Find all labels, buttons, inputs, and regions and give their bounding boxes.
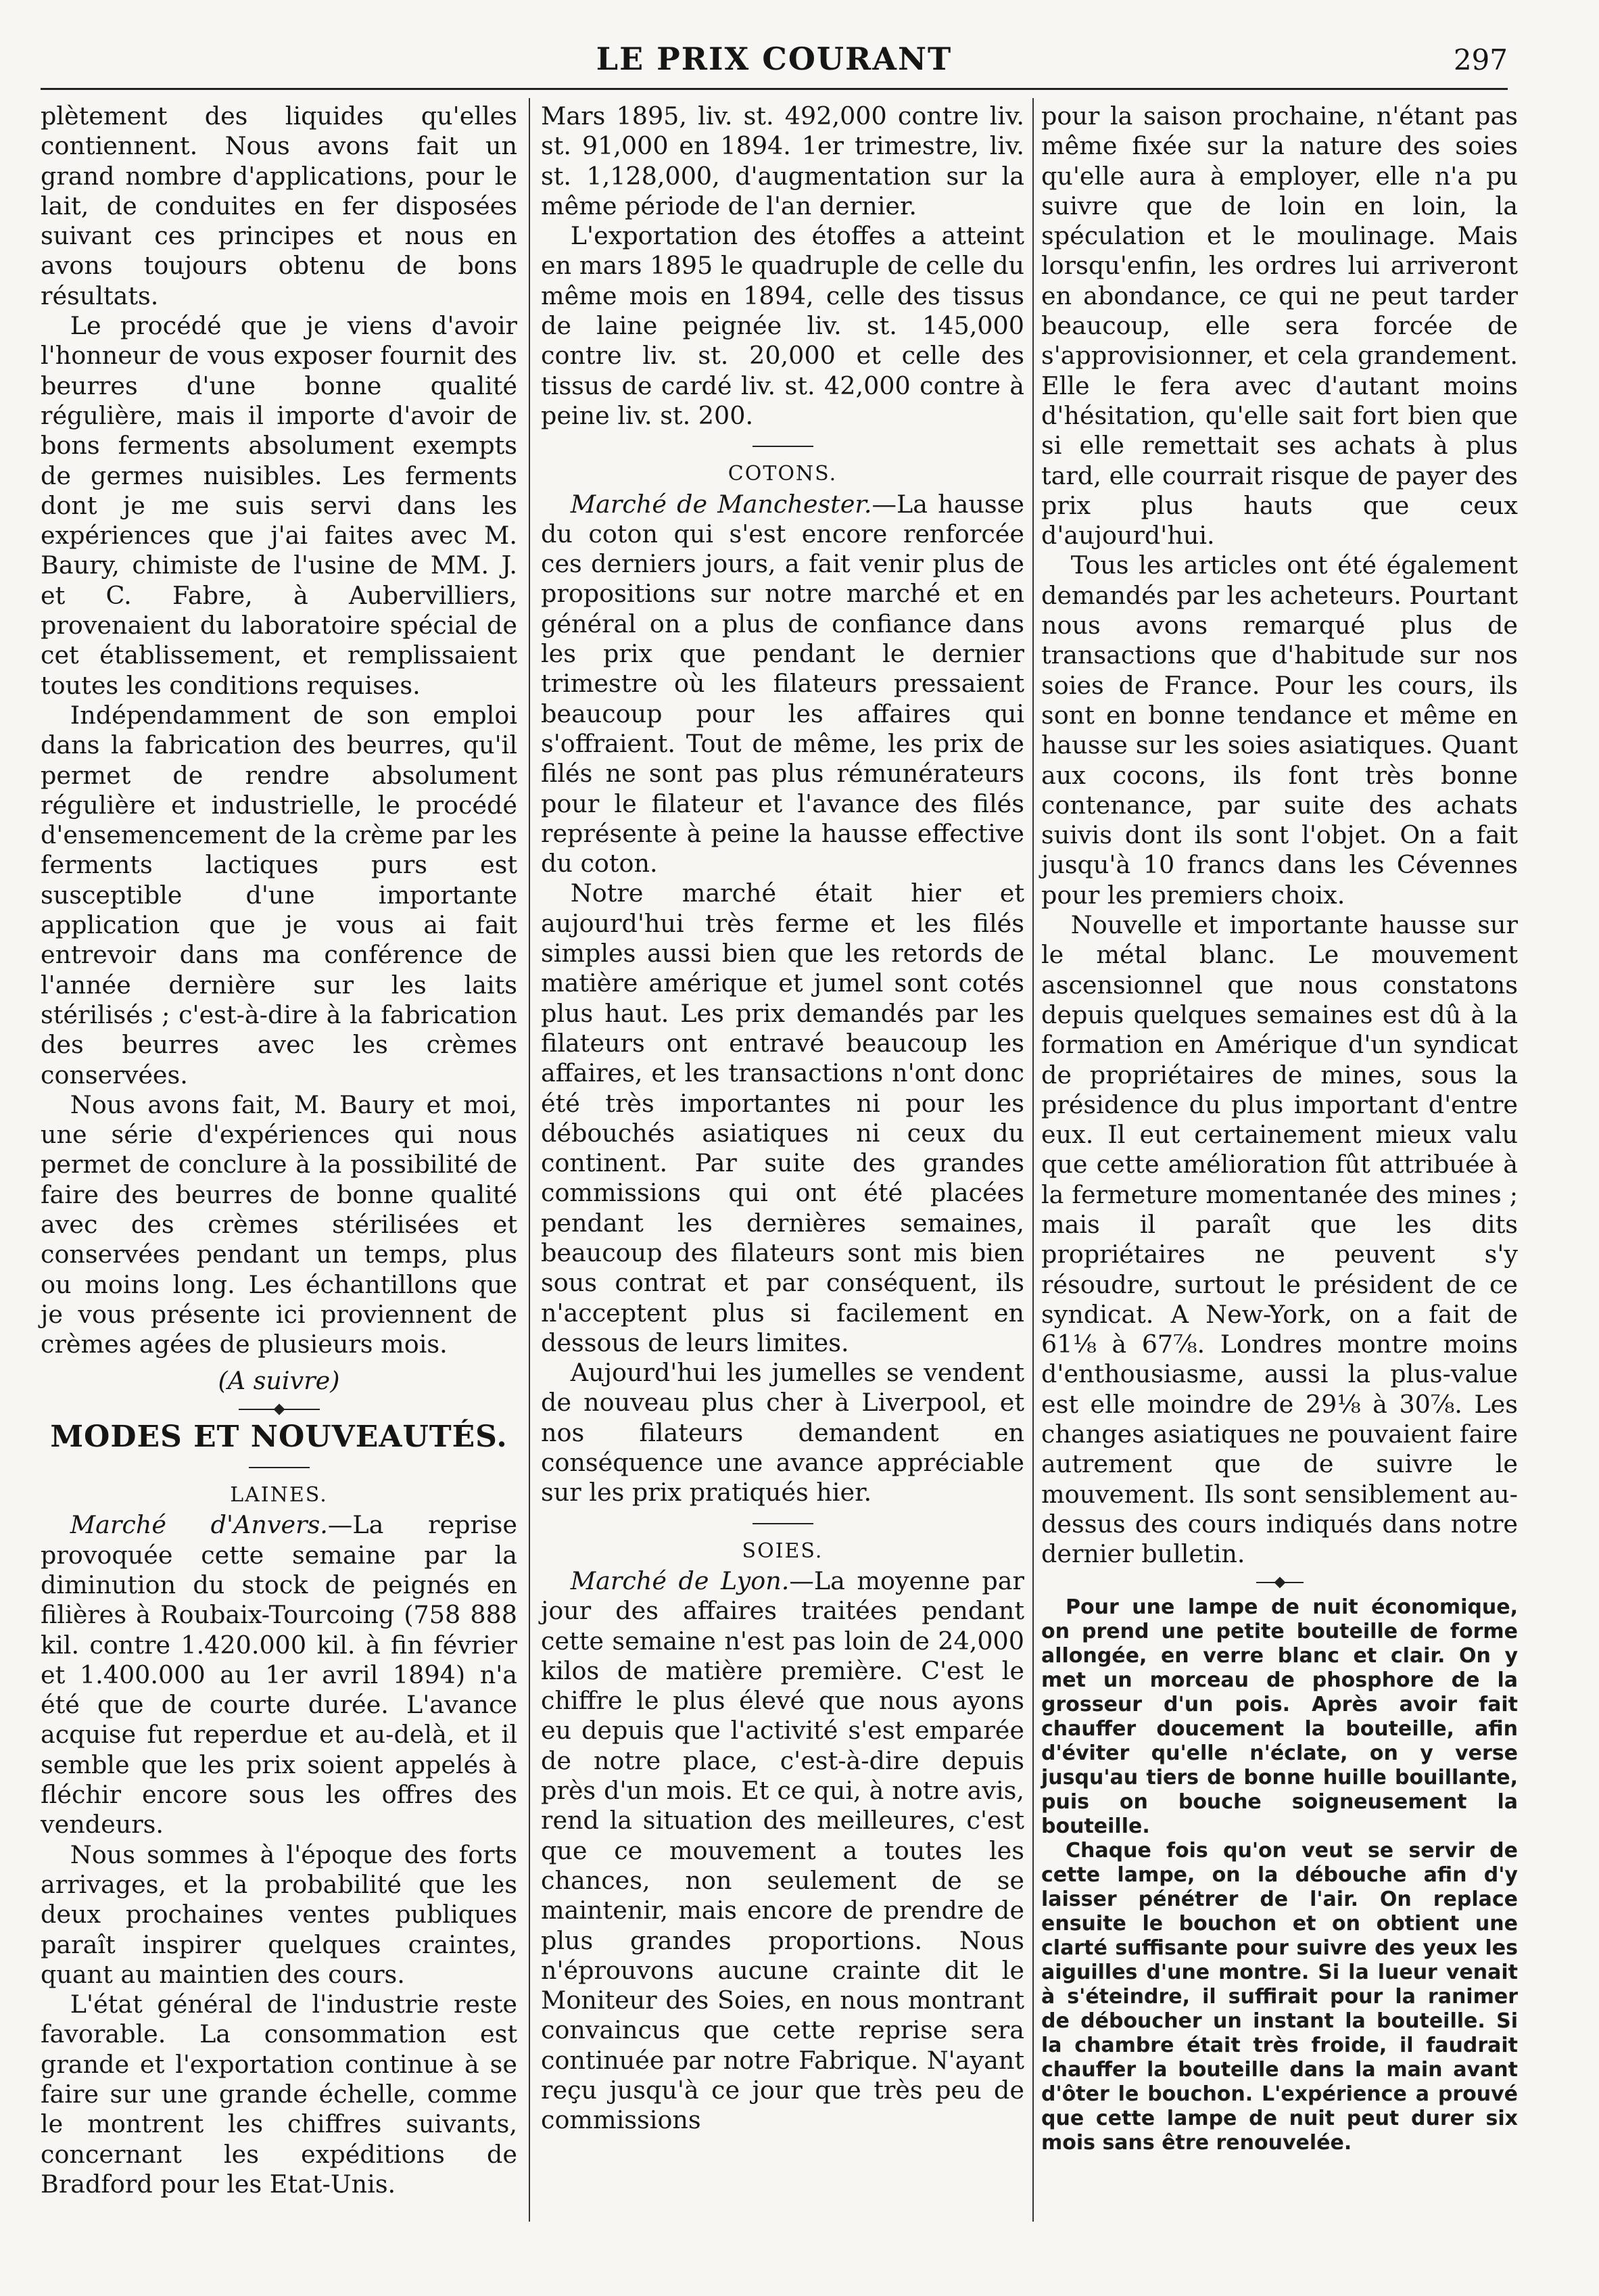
separator xyxy=(249,1467,310,1468)
paragraph: Notre marché était hier et aujourd'hui très ferme et les filés simples aussi bien que les retords de matière amérique et jumel sont cotés plus haut. Les prix demandés par les filateurs ont entravé beaucoup les affaires, et les transactions n'ont donc été très importantes ni pour les débouchés asiatiques ni ceux du continent. Par suite des grandes commissions qui ont été placées pendant les dernières semaines, beaucoup des filateurs sont mis bien sous contrat et par conséquent, ils n'acceptent plus si facilement en dessous de leurs limites. xyxy=(541,878,1024,1357)
column-3 xyxy=(1041,101,1518,2155)
market-lead: Marché de Manchester. xyxy=(570,489,872,519)
paragraph: Nouvelle et importante hausse sur le métal blanc. Le mouvement ascensionnel que nous constatons depuis quelques semaines est dû à la formation en Amérique d'un syndicat de propriétaires de mines, sous la présidence du plus important d'entre eux. Il eut certainement mieux valu que cette amélioration fût attribuée à la fermeture momentanée des mines ; mais il paraît que les dits propriétaires ne peuvent s'y résoudre, surtout le président de ce syndicat. A New-York, on a fait de 61⅛ à 67⅞. Londres montre moins d'enthousiasme, aussi la plus-value est elle moindre de 29⅛ à 30⅞. Les changes asiatiques ne pouvaient faire autrement que de suivre le mouvement. Ils sont sensiblement au-dessus des cours indiqués dans notre dernier bulletin. xyxy=(1041,910,1518,1569)
subsection-title: SOIES. xyxy=(742,1539,824,1563)
page-number: 297 xyxy=(1453,43,1508,76)
lamp-note xyxy=(1041,1595,1518,2155)
paragraph: Tous les articles ont été également demandés par les acheteurs. Pourtant nous avons remarqué plus de transactions que d'habitude sur nos soies de France. Pour les cours, ils sont en bonne tendance et même en hausse sur les soies asiatiques. Quant aux cocons, ils font très bonne contenance, par suite des achats suivis dont ils sont l'objet. On a fait jusqu'à 10 francs dans les Cévennes pour les premiers choix. xyxy=(1041,550,1519,910)
paragraph-text: —La reprise provoquée cette semaine par la diminution du stock de peignés en filières à Roubaix-Tourcoing (758 888 kil. contre 1.420.000 kil. à fin février et 1.400.000 au 1er avril 1894) n'a été que de courte durée. L'avance acquise fut reperdue et au-delà, et il semble que les prix soient appelés à fléchir encore sous les offres des vendeurs. xyxy=(41,1510,517,1840)
separator xyxy=(1256,1582,1304,1583)
market-lead: Marché d'Anvers. xyxy=(70,1510,328,1540)
paragraph-text: —La hausse du coton qui s'est encore renforcée ces derniers jours, a fait venir plus de propositions sur notre marché et en général on a plus de confiance dans les prix que pendant le dernier trimestre où les filateurs pressaient beaucoup pour les affaires qui s'offraient. Tout de même, les prix de filés ne sont pas plus rémunérateurs pour le filateur et l'avance des filés représente à peine la hausse effective du coton. xyxy=(541,489,1024,878)
paragraph: plètement des liquides qu'elles contiennent. Nous avons fait un grand nombre d'applications, pour le lait, de conduites en fer disposées suivant ces principes et nous en avons toujours obtenu de bons résultats. xyxy=(41,101,517,310)
separator xyxy=(753,446,813,447)
page-header xyxy=(41,27,1508,90)
page-title: LE PRIX COURANT xyxy=(596,41,953,77)
paragraph-text: —La moyenne par jour des affaires traitées pendant cette semaine n'est pas loin de 24,000 kilos de matière première. C'est le chiffre le plus élevé que nous ayons eu depuis que l'activité s'est emparée de notre place, c'est-à-dire depuis près d'un mois. Et ce qui, à notre avis, rend la situation des meilleures, c'est que ce mouvement a toutes les chances, non seulement de se maintenir, mais encore de prendre de plus grandes proportions. Nous n'éprouvons aucune crainte dit le Moniteur des Soies, en nous montrant convaincus que cette reprise sera continuée par notre Fabrique. N'ayant reçu jusqu'à ce jour que très peu de commissions xyxy=(541,1566,1025,2135)
subsection-title: COTONS. xyxy=(727,462,838,486)
paragraph: L'exportation des étoffes a atteint en mars 1895 le quadruple de celle du même mois en 1894, celle des tissus de laine peignée liv. st. 145,000 contre liv. st. 20,000 et celle des tissus de cardé liv. st. 42,000 contre à peine liv. st. 200. xyxy=(541,221,1024,430)
separator xyxy=(239,1409,320,1410)
paragraph: Nous sommes à l'époque des forts arrivages, et la probabilité que les deux prochaines ventes publiques paraît inspirer quelques craintes, quant au maintien des cours. xyxy=(41,1840,517,1989)
paragraph: Le procédé que je viens d'avoir l'honneur de vous exposer fournit des beurres d'une bonne qualité régulière, mais il importe d'avoir de bons ferments absolument exempts de germes nuisibles. Les ferments dont je me suis servi dans les expériences que j'ai faites avec M. Baury, chimiste de l'usine de MM. J. et C. Fabre, à Aubervilliers, provenaient du laboratoire spécial de cet établissement, et remplissaient toutes les conditions requises. xyxy=(41,311,517,700)
column-1 xyxy=(41,101,517,2199)
paragraph: L'état général de l'industrie reste favorable. La consommation est grande et l'exportation continue à se faire sur une grande échelle, comme le montrent les chiffres suivants, concernant les expéditions de Bradford pour les Etat-Unis. xyxy=(41,1990,517,2199)
paragraph: pour la saison prochaine, n'étant pas même fixée sur la nature des soies qu'elle aura à employer, elle n'a pu suivre que de loin en loin, la spéculation et le moulinage. Mais lorsqu'enfin, les ordres lui arriveront en abondance, ce qui ne peut tarder beaucoup, elle sera forcée de s'approvisionner, et cela grandement. Elle le fera avec d'autant moins d'hésitation, qu'elle sait fort bien que si elle remettait ses achats à plus tard, elle courrait risque de payer des prix plus hauts que ceux d'aujourd'hui. xyxy=(1041,101,1518,550)
column-divider xyxy=(1032,98,1034,2222)
paragraph: Mars 1895, liv. st. 492,000 contre liv. st. 91,000 en 1894. 1er trimestre, liv. st. 1,128,000, d'augmentation sur la même période de l'an dernier. xyxy=(541,101,1024,220)
column-2 xyxy=(541,101,1024,2136)
paragraph: Chaque fois qu'on veut se servir de cette lampe, on la débouche afin d'y laisser pénétrer de l'air. On replace ensuite le bouchon et on obtient une clarté suffisante pour suivre des yeux les aiguilles d'une montre. Si la lueur venait à s'éteindre, il suffirait pour la ranimer de déboucher un instant la bouteille. Si la chambre était très froide, il faudrait chauffer la bouteille dans la main avant d'ôter le bouchon. L'expérience a prouvé que cette lampe de nuit peut durer six mois sans être renouvelée. xyxy=(1041,1838,1518,2155)
paragraph xyxy=(541,1566,1024,2136)
subsection-title: LAINES. xyxy=(230,1483,328,1507)
to-be-continued: (A suivre) xyxy=(218,1366,340,1396)
market-lead: Marché de Lyon. xyxy=(570,1566,790,1595)
section-title: MODES ET NOUVEAUTÉS. xyxy=(50,1419,508,1454)
paragraph xyxy=(41,1510,517,1840)
separator xyxy=(753,1523,813,1524)
paragraph xyxy=(541,490,1024,879)
paragraph: Aujourd'hui les jumelles se vendent de nouveau plus cher à Liverpool, et nos filateurs demandent en conséquence une avance appréciable sur les prix pratiqués hier. xyxy=(541,1358,1024,1507)
paragraph: Pour une lampe de nuit économique, on prend une petite bouteille de forme allongée, en verre blanc et clair. On y met un morceau de phosphore de la grosseur d'un pois. Après avoir fait chauffer doucement la bouteille, afin d'éviter qu'elle n'éclate, on y verse jusqu'au tiers de bonne huille bouillante, puis on bouche soigneusement la bouteille. xyxy=(1041,1595,1518,1838)
paragraph: Indépendamment de son emploi dans la fabrication des beurres, qu'il permet de rendre absolument régulière et industrielle, le procédé d'ensemencement de la crème par les ferments lactiques purs est susceptible d'une importante application que je vous ai fait entrevoir dans ma conférence de l'année dernière sur les laits stérilisés ; c'est-à-dire à la fabrication des beurres avec les crèmes conservées. xyxy=(41,700,517,1090)
paragraph: Nous avons fait, M. Baury et moi, une série d'expériences qui nous permet de conclure à la possibilité de faire des beurres de bonne qualité avec des crèmes stérilisées et conservées pendant un temps, plus ou moins long. Les échantillons que je vous présente ici proviennent de crèmes agées de plusieurs mois. xyxy=(41,1090,517,1359)
column-divider xyxy=(529,98,530,2222)
